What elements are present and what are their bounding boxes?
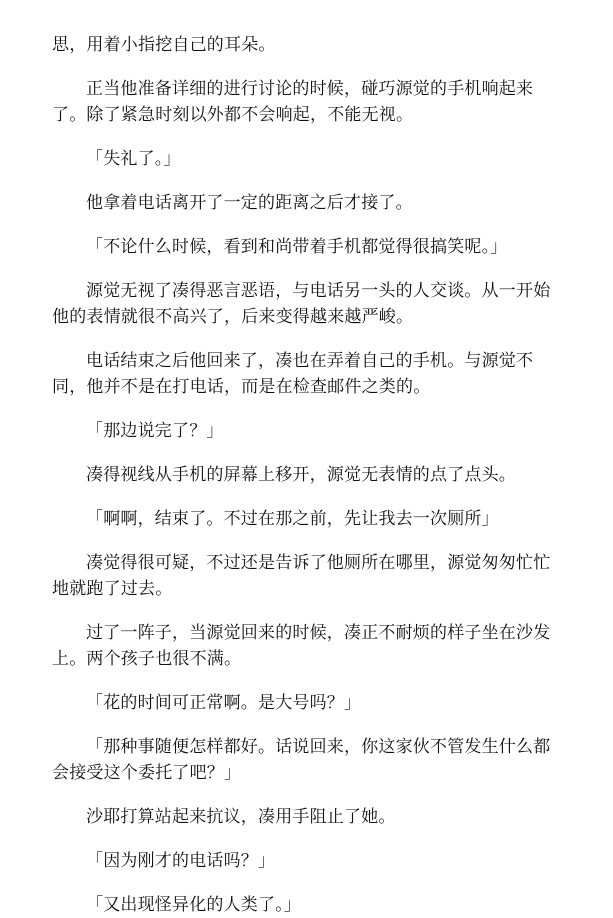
paragraph: 「那边说完了？」 <box>86 421 224 441</box>
paragraph: 「啊啊，结束了。不过在那之前，先让我去一次厕所」 <box>86 509 499 529</box>
paragraph: 「那种事随便怎样都好。话说回来，你这家伙不管发生什么都会接受这个委托了吧？」 <box>52 737 551 783</box>
paragraph: 正当他准备详细的进行讨论的时候，碰巧源觉的手机响起来了。除了紧急时刻以外都不会响起，不能无视。 <box>52 79 534 125</box>
paragraph: 「不论什么时候，看到和尚带着手机都觉得很搞笑呢。」 <box>86 237 508 257</box>
paragraph: 电话结束之后他回来了，凑也在弄着自己的手机。与源觉不同，他并不是在打电话，而是在检查邮件之类的。 <box>52 351 534 397</box>
paragraph: 他拿着电话离开了一定的距离之后才接了。 <box>86 193 413 213</box>
paragraph: 「因为刚才的电话吗？」 <box>86 851 276 871</box>
paragraph: 过了一阵子，当源觉回来的时候，凑正不耐烦的样子坐在沙发上。两个孩子也很不满。 <box>52 623 551 669</box>
paragraph: 凑觉得很可疑，不过还是告诉了他厕所在哪里，源觉匆匆忙忙地就跑了过去。 <box>52 553 551 599</box>
paragraph: 凑得视线从手机的屏幕上移开，源觉无表情的点了点头。 <box>86 465 516 485</box>
paragraph: 源觉无视了凑得恶言恶语，与电话另一头的人交谈。从一开始他的表情就很不高兴了，后来变得越来越严峻。 <box>52 281 551 327</box>
paragraph: 「失礼了。」 <box>86 149 181 169</box>
paragraph: 「花的时间可正常啊。是大号吗？」 <box>86 693 362 713</box>
paragraph: 「又出现怪异化的人类了。」 <box>86 895 302 915</box>
paragraph: 沙耶打算站起来抗议，凑用手阻止了她。 <box>86 807 396 827</box>
paragraph: 思，用着小指挖自己的耳朵。 <box>52 35 276 55</box>
